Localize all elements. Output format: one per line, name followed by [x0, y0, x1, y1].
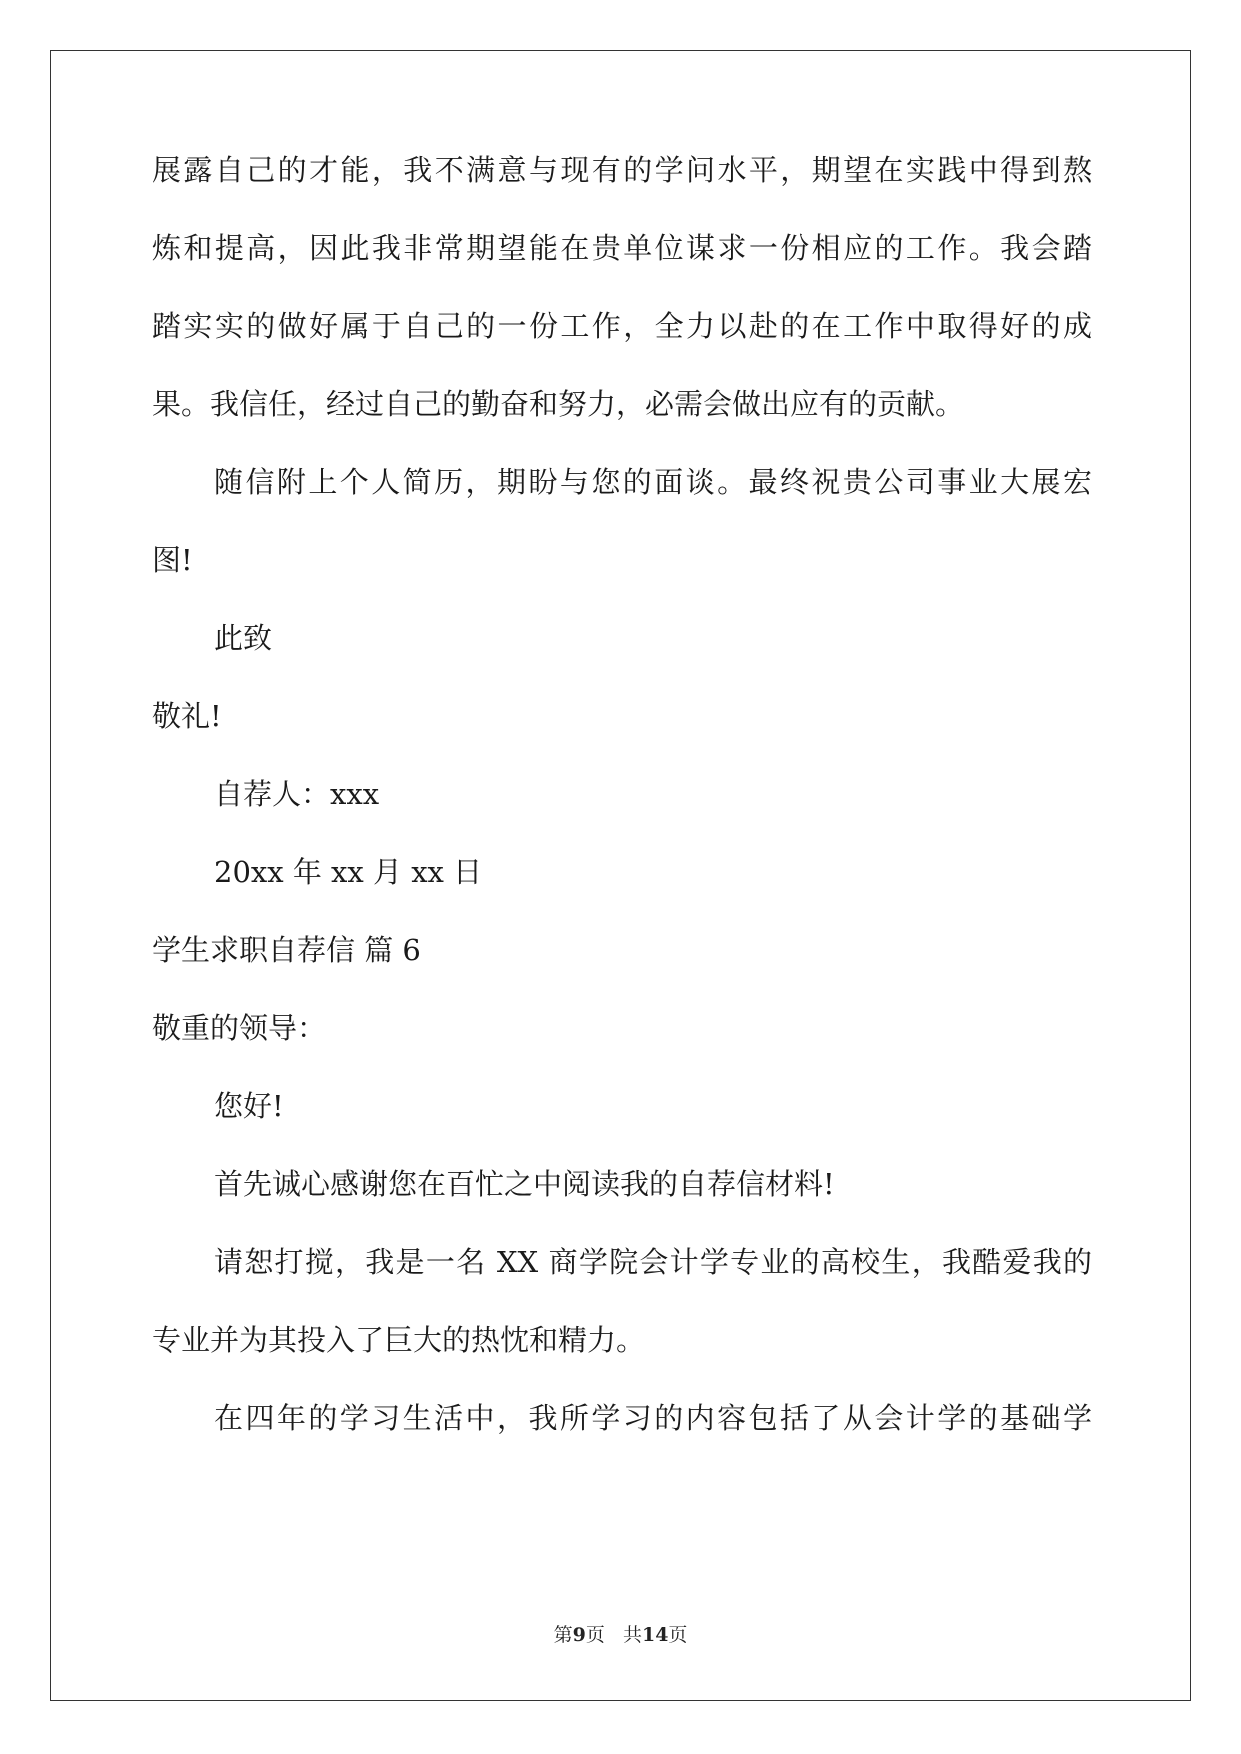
footer-total-prefix: 共	[622, 1624, 642, 1646]
paragraph-line: 炼和提高，因此我非常期望能在贵单位谋求一份相应的工作。我会踏	[152, 231, 1092, 265]
total-pages-number: 14	[641, 1624, 669, 1646]
paragraph-line: 随信附上个人简历，期盼与您的面谈。最终祝贵公司事业大展宏	[214, 465, 1092, 499]
paragraph-line: 果。我信任，经过自己的勤奋和努力，必需会做出应有的贡献。	[152, 387, 965, 421]
greeting-line: 敬重的领导：	[152, 1011, 327, 1045]
paragraph-line: 专业并为其投入了巨大的热忱和精力。	[152, 1323, 646, 1357]
paragraph-line: 踏实实的做好属于自己的一份工作，全力以赴的在工作中取得好的成	[152, 309, 1092, 343]
footer-total-suffix: 页	[668, 1624, 688, 1646]
salutation-closing: 此致	[214, 621, 273, 655]
paragraph-line: 展露自己的才能，我不满意与现有的学问水平，期望在实践中得到熬	[152, 153, 1092, 187]
current-page-number: 9	[572, 1624, 586, 1646]
date-line: 20xx 年 xx 月 xx 日	[214, 855, 483, 889]
greeting-hello: 您好!	[214, 1089, 284, 1123]
paragraph-line: 图!	[152, 543, 193, 577]
salutation-regards: 敬礼!	[152, 699, 222, 733]
page-footer	[0, 1620, 1241, 1647]
signature-line: 自荐人：xxx	[214, 777, 380, 811]
footer-prefix: 第	[553, 1624, 573, 1646]
section-heading: 学生求职自荐信 篇 6	[152, 933, 421, 967]
paragraph-line: 首先诚心感谢您在百忙之中阅读我的自荐信材料!	[214, 1167, 835, 1201]
paragraph-line: 请恕打搅，我是一名 XX 商学院会计学专业的高校生，我酷爱我的	[214, 1245, 1092, 1279]
footer-page-suffix: 页	[585, 1624, 605, 1646]
paragraph-line: 在四年的学习生活中，我所学习的内容包括了从会计学的基础学	[214, 1401, 1092, 1435]
